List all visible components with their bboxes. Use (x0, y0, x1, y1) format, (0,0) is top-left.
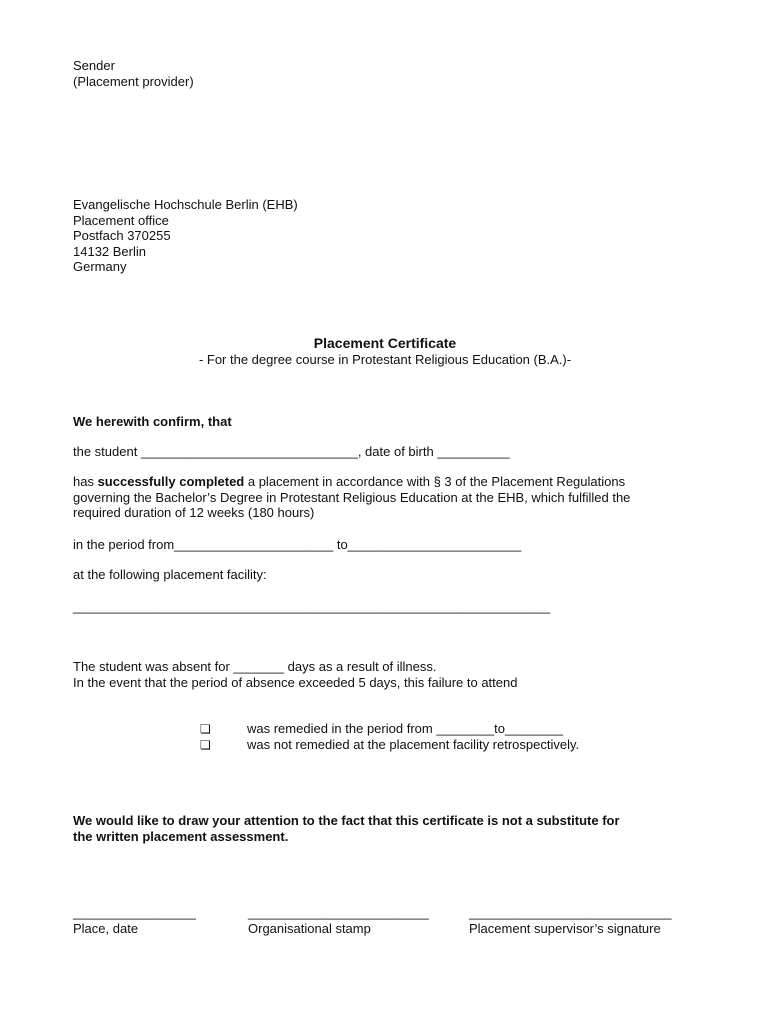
option-remedied-label: was remedied in the period from ________to________ (247, 721, 563, 736)
recipient-postbox: Postfach 370255 (73, 228, 171, 243)
student-line: the student ______________________________, date of birth __________ (73, 444, 510, 459)
supervisor-signature-blank: ____________________________ (469, 905, 672, 920)
facility-blank-line: __________________________________________________________________ (73, 599, 551, 614)
checkbox-icon[interactable]: ❏ (200, 722, 211, 736)
confirm-heading: We herewith confirm, that (73, 414, 232, 429)
place-date-blank: _________________ (73, 905, 196, 920)
stamp-blank: _________________________ (248, 905, 429, 920)
recipient-city: 14132 Berlin (73, 243, 146, 259)
sender-label: Sender (73, 58, 115, 73)
completion-line-3: required duration of 12 weeks (180 hours) (73, 505, 315, 520)
completion-line-1 (73, 474, 630, 490)
supervisor-signature-label: Placement supervisor’s signature (469, 921, 661, 936)
period-line: in the period from______________________ to________________________ (73, 537, 522, 552)
recipient-country: Germany (73, 259, 127, 274)
recipient-office: Placement office (73, 212, 169, 228)
stamp-label: Organisational stamp (248, 921, 371, 936)
absence-days-line: The student was absent for _______ days as a result of illness. (73, 659, 437, 674)
notice-line-2: the written placement assessment. (73, 828, 289, 844)
notice-paragraph (73, 813, 620, 844)
notice-line-1: We would like to draw your attention to the fact that this certificate is not a substitute for (73, 813, 620, 828)
recipient-institution: Evangelische Hochschule Berlin (EHB) (73, 197, 298, 212)
completion-paragraph (73, 474, 630, 521)
completion-emphasis: successfully completed (97, 474, 245, 489)
facility-label: at the following placement facility: (73, 567, 267, 582)
sender-subtitle: (Placement provider) (73, 73, 194, 89)
document-title: Placement Certificate (313, 335, 457, 351)
absence-event-line: In the event that the period of absence exceeded 5 days, this failure to attend (73, 674, 518, 690)
recipient-address (73, 197, 298, 275)
option-not-remedied-label: was not remedied at the placement facility retrospectively. (247, 737, 580, 752)
completion-line-2: governing the Bachelor’s Degree in Protestant Religious Education at the EHB, which fulfilled the (73, 489, 631, 505)
place-date-label: Place, date (73, 921, 139, 936)
document-subtitle: - For the degree course in Protestant Religious Education (B.A.)- (198, 352, 572, 367)
checkbox-icon[interactable]: ❏ (200, 738, 211, 752)
completion-rest: a placement in accordance with § 3 of the Placement Regulations (244, 474, 626, 489)
completion-prefix: has (73, 474, 98, 489)
sender-block (73, 58, 194, 89)
absence-paragraph (73, 659, 517, 690)
